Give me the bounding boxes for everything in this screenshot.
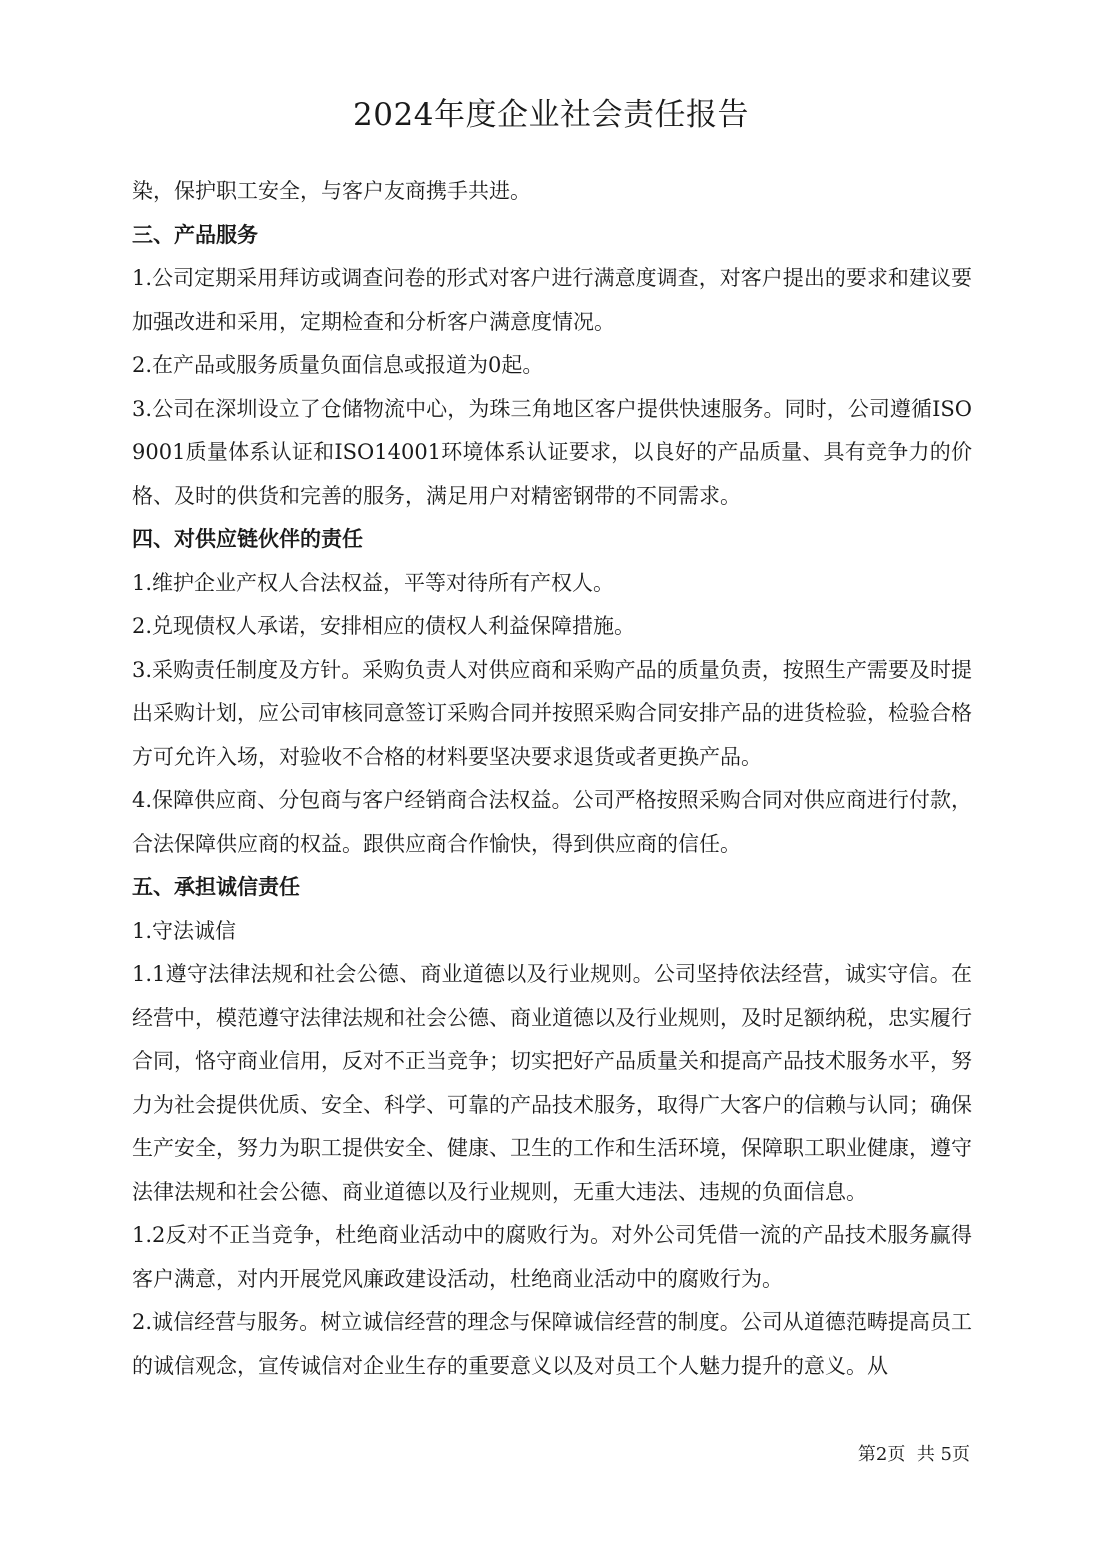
document-body	[132, 170, 972, 1388]
paragraph: 染，保护职工安全，与客户友商携手共进。	[132, 179, 531, 203]
section-heading: 三、产品服务	[132, 222, 258, 247]
page-number: 第2页 共 5页	[857, 1444, 970, 1465]
paragraph: 1.2反对不正当竞争，杜绝商业活动中的腐败行为。对外公司凭借一流的产品技术服务赢得客户满意，对内开展党风廉政建设活动，杜绝商业活动中的腐败行为。	[132, 1223, 972, 1291]
paragraph: 3.公司在深圳设立了仓储物流中心，为珠三角地区客户提供快速服务。同时，公司遵循ISO9001质量体系认证和ISO14001环境体系认证要求，以良好的产品质量、具有竞争力的价格、及时的供货和完善的服务，满足用户对精密钢带的不同需求。	[132, 396, 972, 508]
paragraph: 2.诚信经营与服务。树立诚信经营的理念与保障诚信经营的制度。公司从道德范畴提高员工的诚信观念，宣传诚信对企业生存的重要意义以及对员工个人魅力提升的意义。从	[132, 1310, 972, 1378]
page-title: 2024年度企业社会责任报告	[353, 97, 749, 133]
paragraph: 2.兑现债权人承诺，安排相应的债权人利益保障措施。	[132, 614, 636, 638]
paragraph: 3.采购责任制度及方针。采购负责人对供应商和采购产品的质量负责，按照生产需要及时提出采购计划，应公司审核同意签订采购合同并按照采购合同安排产品的进货检验，检验合格方可允许入场，对验收不合格的材料要坚决要求退货或者更换产品。	[132, 657, 972, 769]
section-heading: 四、对供应链伙伴的责任	[132, 527, 363, 551]
paragraph: 4.保障供应商、分包商与客户经销商合法权益。公司严格按照采购合同对供应商进行付款，合法保障供应商的权益。跟供应商合作愉快，得到供应商的信任。	[132, 788, 972, 856]
paragraph: 1.1遵守法律法规和社会公德、商业道德以及行业规则。公司坚持依法经营，诚实守信。在经营中，模范遵守法律法规和社会公德、商业道德以及行业规则，及时足额纳税，忠实履行合同，恪守商业信用，反对不正当竞争；切实把好产品质量关和提高产品技术服务水平，努力为社会提供优质、安全、科学、可靠的产品技术服务，取得广大客户的信赖与认同；确保生产安全，努力为职工提供安全、健康、卫生的工作和生活环境，保障职工职业健康，遵守法律法规和社会公德、商业道德以及行业规则，无重大违法、违规的负面信息。	[132, 962, 972, 1204]
section-heading: 五、承担诚信责任	[132, 875, 300, 899]
paragraph: 1.守法诚信	[132, 918, 237, 943]
paragraph: 1.维护企业产权人合法权益，平等对待所有产权人。	[132, 570, 615, 595]
paragraph: 2.在产品或服务质量负面信息或报道为0起。	[132, 353, 544, 377]
paragraph: 1.公司定期采用拜访或调查问卷的形式对客户进行满意度调查，对客户提出的要求和建议要加强改进和采用，定期检查和分析客户满意度情况。	[132, 266, 972, 334]
